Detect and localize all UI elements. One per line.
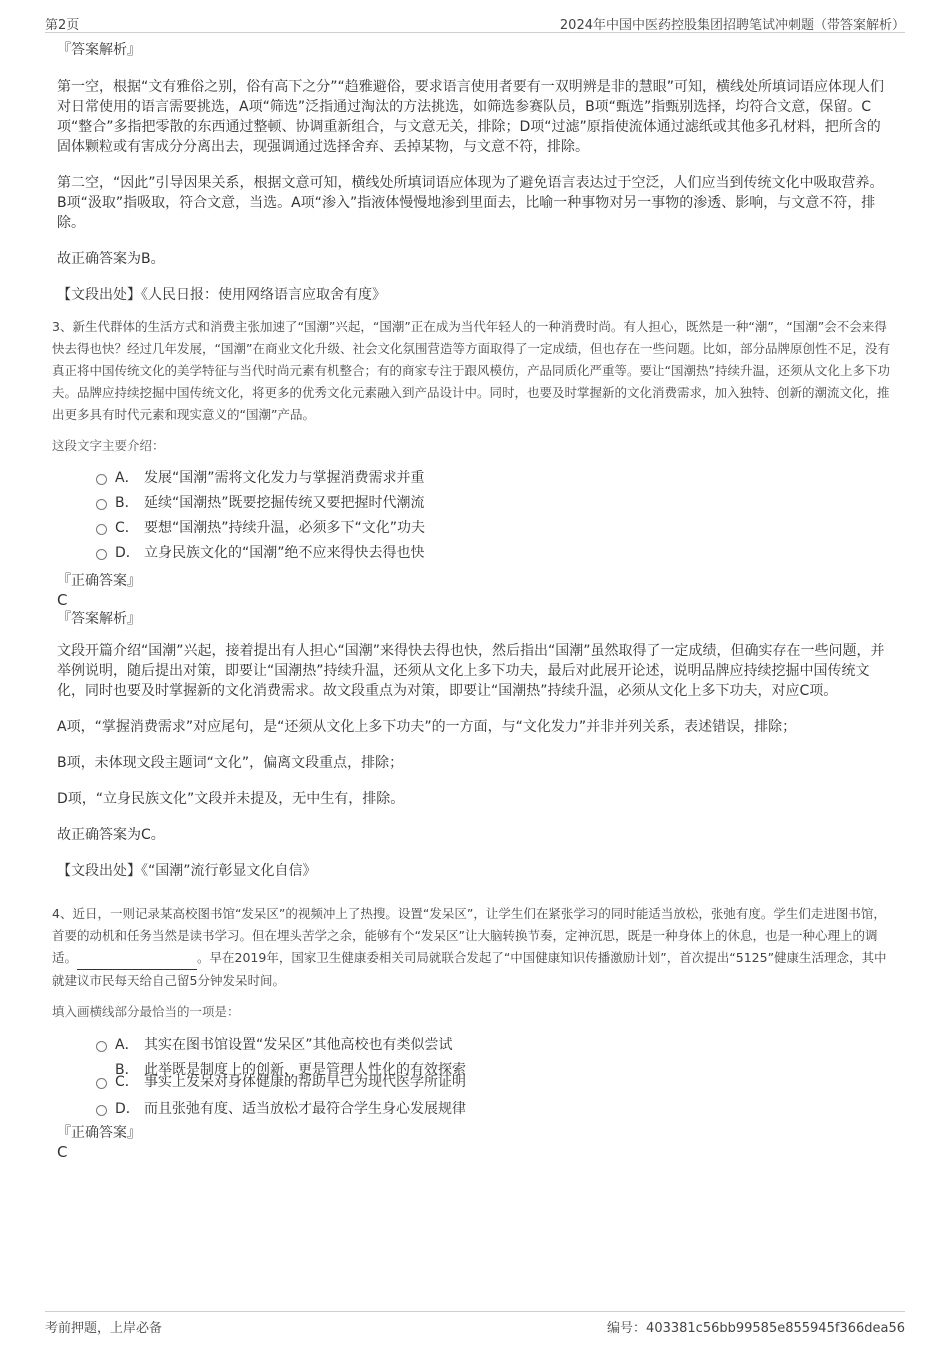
q2-analysis	[57, 40, 893, 305]
q3-prompt: 这段文字主要介绍：	[52, 438, 165, 453]
q3-answer-section	[57, 572, 893, 881]
q4-prompt: 填入画横线部分最恰当的一项是：	[52, 1004, 240, 1019]
radio-icon[interactable]	[96, 549, 107, 560]
radio-icon[interactable]	[96, 1041, 107, 1052]
q2-source: 【文段出处】《人民日报：使用网络语言应取舍有度》	[57, 287, 386, 303]
q2-analysis-paragraph-2: 第二空，“因此”引导因果关系，根据文意可知，横线处所填词语应体现为了避免语言表达过于空泛，人们应当到传统文化中吸取营养。B项“汲取”指吸取，符合文意，当选。A项“渗入”指液体慢慢地渗到里面去，比喻一种事物对另一事物的渗透、影响，与文意不符，排除。	[57, 175, 884, 231]
q3-answer-heading: 『正确答案』	[57, 573, 141, 589]
page-footer	[45, 1311, 905, 1336]
footer-slogan: 考前押题，上岸必备	[45, 1321, 163, 1336]
q2-analysis-heading: 『答案解析』	[57, 42, 141, 58]
page-number: 第2页	[45, 18, 80, 33]
question-3	[52, 316, 898, 454]
q3-answer-conclusion: 故正确答案为C。	[57, 827, 165, 843]
radio-icon[interactable]	[96, 1078, 107, 1089]
q3-source: 【文段出处】《“国潮”流行彰显文化自信》	[57, 863, 317, 879]
q4-answer-heading: 『正确答案』	[57, 1125, 141, 1141]
radio-icon[interactable]	[96, 1105, 107, 1116]
q3-analysis-paragraph-2: A项，“掌握消费需求”对应尾句，是“还须从文化上多下功夫”的一方面，与“文化发力”并非并列关系，表述错误，排除；	[57, 719, 797, 735]
q3-analysis-paragraph-4: D项，“立身民族文化”文段并未提及，无中生有，排除。	[57, 791, 405, 807]
q3-answer-value: C	[57, 591, 68, 609]
question-4	[52, 903, 898, 1020]
q3-analysis-paragraph-1: 文段开篇介绍“国潮”兴起，接着提出有人担心“国潮”来得快去得也快，然后指出“国潮”虽然取得了一定成绩，但确实存在一些问题，并举例说明，随后提出对策，即要让“国潮热”持续升温，还须从文化上多下功夫，最后对此展开论述，说明品牌应持续挖掘中国传统文化，同时也要及时掌握新的文化消费需求。故文段重点为对策，即要让“国潮热”持续升温，必须从文化上多下功夫，对应C项。	[57, 643, 885, 699]
q4-answer-section	[57, 1124, 893, 1162]
page-header	[45, 12, 905, 33]
fill-in-blank	[77, 947, 197, 970]
q4-answer-value: C	[57, 1143, 68, 1161]
q3-analysis-heading: 『答案解析』	[57, 611, 141, 627]
q3-stem: 3、新生代群体的生活方式和消费主张加速了“国潮”兴起，“国潮”正在成为当代年轻人的一种消费时尚。有人担心，既然是一种“潮”，“国潮”会不会来得快去得也快？经过几年发展，“国潮”在商业文化升级、社会文化氛围营造等方面取得了一定成绩，但也存在一些问题。比如，部分品牌原创性不足，没有真正将中国传统文化的美学特征与当代时尚元素有机整合；有的商家专注于跟风模仿，产品同质化严重等。要让“国潮热”持续升温，还须从文化上多下功夫。品牌应持续挖掘中国传统文化，将更多的优秀文化元素融入到产品设计中。同时，也要及时掌握新的文化消费需求，加入独特、创新的潮流文化，推出更多具有时代元素和现实意义的“国潮”产品。	[52, 319, 890, 422]
q3-analysis-paragraph-3: B项，未体现文段主题词“文化”，偏离文段重点，排除；	[57, 755, 404, 771]
radio-icon[interactable]	[96, 524, 107, 535]
document-title: 2024年中国中医药控股集团招聘笔试冲刺题（带答案解析）	[559, 18, 905, 33]
q2-answer-conclusion: 故正确答案为B。	[57, 251, 165, 267]
q4-stem: 4、近日，一则记录某高校图书馆“发呆区”的视频冲上了热搜。设置“发呆区”，让学生们在紧张学习的同时能适当放松，张弛有度。学生们走进图书馆，首要的动机和任务当然是读书学习。但在埋头苦学之余，能够有个“发呆区”让大脑转换节奏，定神沉思，既是一种身体上的休息，也是一种心理上的调适。 。早在2019年，国家卫生健康委相关司局就联合发起了“中国健康知识传播激励计划”，首次提出“5125”健康生活理念，其中就建议市民每天给自己留5分钟发呆时间。	[52, 906, 887, 988]
q2-analysis-paragraph-1: 第一空，根据“文有雅俗之别，俗有高下之分”“趋雅避俗，要求语言使用者要有一双明辨是非的慧眼”可知，横线处所填词语应体现人们对日常使用的语言需要挑选，A项“筛选”泛指通过淘汰的方法挑选，如筛选参赛队员，B项“甄选”指甄别选择，均符合文意，保留。C项“整合”多指把零散的东西通过整顿、协调重新组合，与文意无关，排除；D项“过滤”原指使流体通过滤纸或其他多孔材料，把所含的固体颗粒或有害成分分离出去，现强调通过选择舍弃、丢掉某物，与文意不符，排除。	[57, 79, 885, 155]
radio-icon[interactable]	[96, 499, 107, 510]
document-code: 编号：403381c56bb99585e855945f366dea56	[607, 1321, 905, 1336]
radio-icon[interactable]	[96, 474, 107, 485]
